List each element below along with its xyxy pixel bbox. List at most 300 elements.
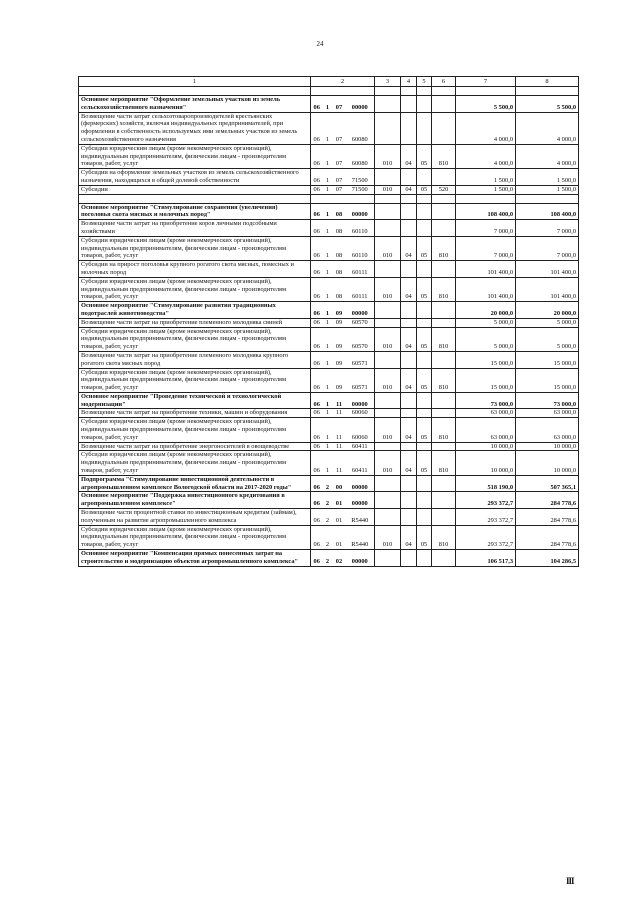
- code-event: 08: [333, 261, 346, 278]
- amount-2018: 1 500,0: [456, 185, 516, 194]
- code-event: 08: [333, 203, 346, 220]
- cell-vr-type: [432, 509, 456, 526]
- cell-vr: 010: [375, 185, 401, 194]
- cell-vr: 010: [375, 368, 401, 392]
- amount-2018: 518 190,0: [456, 475, 516, 492]
- code-subprogram: 2: [323, 550, 333, 567]
- cell-pr: [417, 492, 432, 509]
- amount-2018: 293 372,7: [456, 509, 516, 526]
- cell-rz: [401, 550, 417, 567]
- amount-2018: 10 000,0: [456, 451, 516, 475]
- cell-pr: [417, 96, 432, 113]
- row-description: Возмещение части затрат на приобретение техники, машин и оборудования: [79, 409, 311, 418]
- cell-rz: 04: [401, 451, 417, 475]
- code-subprogram: 1: [323, 418, 333, 442]
- cell-rz: [401, 302, 417, 319]
- cell-vr-type: [432, 302, 456, 319]
- row-description: Возмещение части процентной ставки по инвестиционным кредитам (займам), полученным на развитие агропромышленного комплекса: [79, 509, 311, 526]
- amount-2019: 73 000,0: [516, 392, 579, 409]
- amount-2019: 15 000,0: [516, 368, 579, 392]
- amount-2019: 20 000,0: [516, 302, 579, 319]
- spacer-cell: [323, 194, 333, 203]
- code-subprogram: 1: [323, 203, 333, 220]
- spacer-cell: [323, 87, 333, 96]
- code-program: 06: [311, 442, 323, 451]
- code-direction: 00000: [346, 550, 375, 567]
- code-direction: 60111: [346, 277, 375, 301]
- spacer-cell: [311, 194, 323, 203]
- code-event: 09: [333, 368, 346, 392]
- cell-pr: [417, 169, 432, 186]
- code-subprogram: 1: [323, 96, 333, 113]
- amount-2018: 7 000,0: [456, 236, 516, 260]
- cell-vr-type: 810: [432, 144, 456, 168]
- cell-rz: 04: [401, 185, 417, 194]
- code-event: 07: [333, 144, 346, 168]
- cell-pr: [417, 392, 432, 409]
- code-subprogram: 1: [323, 392, 333, 409]
- amount-2019: 507 365,1: [516, 475, 579, 492]
- code-subprogram: 1: [323, 185, 333, 194]
- amount-2019: 4 000,0: [516, 112, 579, 144]
- amount-2019: 5 500,0: [516, 96, 579, 113]
- row-description: Основное мероприятие "Стимулирование сохранения (увеличения) поголовья скота мясных и молочных пород": [79, 203, 311, 220]
- cell-vr: [375, 550, 401, 567]
- cell-vr: 010: [375, 236, 401, 260]
- cell-vr-type: [432, 112, 456, 144]
- cell-vr: [375, 318, 401, 327]
- spacer-cell: [417, 87, 432, 96]
- code-program: 06: [311, 327, 323, 351]
- row-description: Субсидии юридическим лицам (кроме некоммерческих организаций), индивидуальным предпринимателям, физическим лицам - производителям товаров, работ, услуг: [79, 144, 311, 168]
- cell-vr: [375, 220, 401, 237]
- row-description: Субсидии юридическим лицам (кроме некоммерческих организаций), индивидуальным предпринимателям, физическим лицам - производителям товаров, работ, услуг: [79, 418, 311, 442]
- code-program: 06: [311, 185, 323, 194]
- code-program: 06: [311, 302, 323, 319]
- code-subprogram: 2: [323, 492, 333, 509]
- cell-vr: 010: [375, 144, 401, 168]
- cell-pr: [417, 509, 432, 526]
- table-row: [79, 392, 579, 409]
- cell-rz: [401, 169, 417, 186]
- cell-pr: [417, 203, 432, 220]
- cell-pr: [417, 351, 432, 368]
- code-subprogram: 2: [323, 475, 333, 492]
- cell-pr: [417, 550, 432, 567]
- cell-rz: 04: [401, 277, 417, 301]
- code-program: 06: [311, 392, 323, 409]
- cell-vr: [375, 169, 401, 186]
- cell-rz: [401, 220, 417, 237]
- row-description: Субсидии: [79, 185, 311, 194]
- cell-vr-type: 810: [432, 368, 456, 392]
- cell-pr: [417, 220, 432, 237]
- cell-vr: [375, 442, 401, 451]
- amount-2019: 7 000,0: [516, 236, 579, 260]
- code-event: 09: [333, 318, 346, 327]
- code-subprogram: 1: [323, 327, 333, 351]
- code-event: 01: [333, 492, 346, 509]
- code-direction: 60571: [346, 351, 375, 368]
- table-row: [79, 509, 579, 526]
- cell-vr-type: 810: [432, 236, 456, 260]
- code-event: 11: [333, 418, 346, 442]
- code-subprogram: 1: [323, 318, 333, 327]
- cell-rz: 04: [401, 236, 417, 260]
- header-cell-1: 1: [79, 77, 311, 87]
- code-subprogram: 1: [323, 442, 333, 451]
- table-row: [79, 418, 579, 442]
- cell-vr-type: [432, 96, 456, 113]
- row-description: Возмещение части затрат на приобретение коров личными подсобными хозяйствами: [79, 220, 311, 237]
- code-event: 11: [333, 442, 346, 451]
- cell-vr-type: 810: [432, 418, 456, 442]
- cell-vr-type: 520: [432, 185, 456, 194]
- table-row: [79, 185, 579, 194]
- cell-pr: 05: [417, 185, 432, 194]
- row-description: Основное мероприятие "Проведение технической и технологической модернизации": [79, 392, 311, 409]
- table-row: [79, 451, 579, 475]
- code-program: 06: [311, 112, 323, 144]
- table-row: [79, 327, 579, 351]
- spacer-cell: [516, 87, 579, 96]
- code-subprogram: 1: [323, 351, 333, 368]
- code-subprogram: 1: [323, 302, 333, 319]
- code-event: 01: [333, 509, 346, 526]
- cell-vr: 010: [375, 525, 401, 549]
- code-program: 06: [311, 351, 323, 368]
- cell-vr: [375, 409, 401, 418]
- code-event: 11: [333, 392, 346, 409]
- cell-vr-type: [432, 392, 456, 409]
- spacer-cell: [375, 87, 401, 96]
- code-program: 06: [311, 261, 323, 278]
- table-row: [79, 220, 579, 237]
- amount-2019: 7 000,0: [516, 220, 579, 237]
- amount-2018: 63 000,0: [456, 409, 516, 418]
- spacer-cell: [346, 87, 375, 96]
- spacer-cell: [516, 194, 579, 203]
- cell-rz: [401, 509, 417, 526]
- cell-rz: [401, 442, 417, 451]
- row-description: Подпрограмма "Стимулирование инвестиционной деятельности в агропромышленном комплексе Вологодской области на 2017-2020 годы": [79, 475, 311, 492]
- spacer-cell: [375, 194, 401, 203]
- amount-2019: 101 400,0: [516, 261, 579, 278]
- code-subprogram: 1: [323, 451, 333, 475]
- cell-vr-type: [432, 550, 456, 567]
- code-program: 06: [311, 318, 323, 327]
- amount-2018: 106 517,3: [456, 550, 516, 567]
- cell-vr: [375, 492, 401, 509]
- amount-2018: 5 000,0: [456, 318, 516, 327]
- table-row: [79, 368, 579, 392]
- header-cell-2: 2: [311, 77, 375, 87]
- cell-pr: 05: [417, 525, 432, 549]
- amount-2019: 1 500,0: [516, 169, 579, 186]
- code-direction: 60060: [346, 418, 375, 442]
- cell-vr-type: [432, 442, 456, 451]
- row-description: Субсидии юридическим лицам (кроме некоммерческих организаций), индивидуальным предпринимателям, физическим лицам - производителям товаров, работ, услуг: [79, 451, 311, 475]
- cell-pr: [417, 442, 432, 451]
- cell-pr: [417, 302, 432, 319]
- row-description: Субсидии юридическим лицам (кроме некоммерческих организаций), индивидуальным предпринимателям, физическим лицам - производителям товаров, работ, услуг: [79, 368, 311, 392]
- row-description: Основное мероприятие "Оформление земельных участков из земель сельскохозяйственного назначения": [79, 96, 311, 113]
- table-row: [79, 144, 579, 168]
- table-row: [79, 277, 579, 301]
- cell-rz: [401, 96, 417, 113]
- amount-2019: 10 000,0: [516, 451, 579, 475]
- row-description: Субсидии юридическим лицам (кроме некоммерческих организаций), индивидуальным предпринимателям, физическим лицам - производителям товаров, работ, услуг: [79, 277, 311, 301]
- code-event: 07: [333, 185, 346, 194]
- cell-rz: [401, 203, 417, 220]
- cell-vr: [375, 302, 401, 319]
- code-program: 06: [311, 236, 323, 260]
- amount-2019: 4 000,0: [516, 144, 579, 168]
- table-row: [79, 236, 579, 260]
- cell-vr-type: 810: [432, 525, 456, 549]
- amount-2018: 1 500,0: [456, 169, 516, 186]
- amount-2018: 293 372,7: [456, 525, 516, 549]
- spacer-cell: [311, 87, 323, 96]
- row-description: Субсидии на оформление земельных участков из земель сельскохозяйственного назначения, находящихся в общей долевой собственности: [79, 169, 311, 186]
- budget-table: [78, 76, 579, 567]
- header-cell-4: 4: [401, 77, 417, 87]
- cell-rz: 04: [401, 418, 417, 442]
- cell-rz: [401, 112, 417, 144]
- header-cell-3: 3: [375, 77, 401, 87]
- code-direction: 60411: [346, 451, 375, 475]
- page-number: 24: [316, 40, 324, 48]
- table-row: [79, 442, 579, 451]
- table-row: [79, 475, 579, 492]
- row-description: Основное мероприятие "Стимулирование развития традиционных подотраслей животноводства": [79, 302, 311, 319]
- amount-2019: 10 000,0: [516, 442, 579, 451]
- cell-vr: [375, 96, 401, 113]
- code-subprogram: 1: [323, 409, 333, 418]
- table-row: [79, 302, 579, 319]
- code-subprogram: 1: [323, 144, 333, 168]
- cell-pr: 05: [417, 277, 432, 301]
- code-event: 01: [333, 525, 346, 549]
- cell-pr: 05: [417, 144, 432, 168]
- header-cell-5: 5: [417, 77, 432, 87]
- cell-rz: [401, 318, 417, 327]
- row-description: Субсидии на прирост поголовья крупного рогатого скота мясных, помесных и молочных пород: [79, 261, 311, 278]
- cell-vr: 010: [375, 327, 401, 351]
- amount-2019: 5 000,0: [516, 327, 579, 351]
- cell-vr: 010: [375, 277, 401, 301]
- row-description: Субсидии юридическим лицам (кроме некоммерческих организаций), индивидуальным предпринимателям, физическим лицам - производителям товаров, работ, услуг: [79, 327, 311, 351]
- code-event: 08: [333, 277, 346, 301]
- code-event: 02: [333, 550, 346, 567]
- code-direction: 71500: [346, 169, 375, 186]
- code-subprogram: 1: [323, 169, 333, 186]
- code-program: 06: [311, 509, 323, 526]
- cell-rz: [401, 392, 417, 409]
- cell-vr-type: [432, 261, 456, 278]
- table-row: [79, 261, 579, 278]
- amount-2018: 5 500,0: [456, 96, 516, 113]
- cell-vr: [375, 261, 401, 278]
- code-program: 06: [311, 144, 323, 168]
- cell-vr: 010: [375, 451, 401, 475]
- cell-vr-type: [432, 409, 456, 418]
- code-event: 08: [333, 220, 346, 237]
- amount-2019: 1 500,0: [516, 185, 579, 194]
- spacer-cell: [401, 194, 417, 203]
- table-row: [79, 525, 579, 549]
- code-program: 06: [311, 525, 323, 549]
- cell-rz: [401, 261, 417, 278]
- cell-vr: [375, 351, 401, 368]
- code-direction: 00000: [346, 392, 375, 409]
- code-direction: 60080: [346, 144, 375, 168]
- row-description: Возмещение части затрат на приобретение племенного молодняка крупного рогатого скота мясных пород: [79, 351, 311, 368]
- amount-2019: 63 000,0: [516, 409, 579, 418]
- code-event: 00: [333, 475, 346, 492]
- code-direction: 60080: [346, 112, 375, 144]
- row-description: Субсидии юридическим лицам (кроме некоммерческих организаций), индивидуальным предпринимателям, физическим лицам - производителям товаров, работ, услуг: [79, 525, 311, 549]
- amount-2018: 10 000,0: [456, 442, 516, 451]
- code-subprogram: 1: [323, 277, 333, 301]
- code-subprogram: 1: [323, 220, 333, 237]
- code-program: 06: [311, 277, 323, 301]
- code-subprogram: 2: [323, 509, 333, 526]
- row-description: Основное мероприятие "Компенсация прямых понесенных затрат на строительство и модернизацию объектов агропромышленного комплекса": [79, 550, 311, 567]
- amount-2019: 284 778,6: [516, 509, 579, 526]
- header-cell-8: 8: [516, 77, 579, 87]
- table-row: [79, 409, 579, 418]
- amount-2018: 108 400,0: [456, 203, 516, 220]
- spacer-row: [79, 194, 579, 203]
- row-description: Возмещение части затрат на приобретение энергоносителей в овощеводстве: [79, 442, 311, 451]
- code-direction: R5440: [346, 509, 375, 526]
- spacer-cell: [456, 194, 516, 203]
- amount-2019: 284 778,6: [516, 525, 579, 549]
- code-direction: 60411: [346, 442, 375, 451]
- code-direction: 00000: [346, 492, 375, 509]
- cell-rz: [401, 492, 417, 509]
- code-program: 06: [311, 475, 323, 492]
- code-program: 06: [311, 368, 323, 392]
- corner-mark: III: [566, 876, 574, 886]
- cell-vr: 010: [375, 418, 401, 442]
- cell-pr: 05: [417, 451, 432, 475]
- code-direction: 60570: [346, 327, 375, 351]
- code-direction: 60570: [346, 318, 375, 327]
- code-event: 07: [333, 169, 346, 186]
- cell-pr: 05: [417, 368, 432, 392]
- code-program: 06: [311, 169, 323, 186]
- cell-vr-type: 810: [432, 327, 456, 351]
- amount-2019: 104 286,5: [516, 550, 579, 567]
- table-row: [79, 112, 579, 144]
- code-event: 08: [333, 236, 346, 260]
- code-direction: 00000: [346, 302, 375, 319]
- cell-vr-type: 810: [432, 451, 456, 475]
- code-event: 09: [333, 302, 346, 319]
- amount-2018: 7 000,0: [456, 220, 516, 237]
- amount-2019: 108 400,0: [516, 203, 579, 220]
- table-row: [79, 351, 579, 368]
- cell-vr: [375, 475, 401, 492]
- amount-2018: 4 000,0: [456, 144, 516, 168]
- spacer-row: [79, 87, 579, 96]
- code-direction: R5440: [346, 525, 375, 549]
- cell-pr: 05: [417, 327, 432, 351]
- code-program: 06: [311, 451, 323, 475]
- cell-vr-type: [432, 475, 456, 492]
- amount-2018: 5 000,0: [456, 327, 516, 351]
- header-row: [79, 77, 579, 87]
- amount-2018: 15 000,0: [456, 368, 516, 392]
- amount-2018: 101 400,0: [456, 277, 516, 301]
- cell-vr: [375, 392, 401, 409]
- code-program: 06: [311, 96, 323, 113]
- amount-2018: 4 000,0: [456, 112, 516, 144]
- cell-pr: [417, 112, 432, 144]
- table-row: [79, 169, 579, 186]
- cell-rz: 04: [401, 368, 417, 392]
- cell-vr: [375, 112, 401, 144]
- code-event: 07: [333, 112, 346, 144]
- table-row: [79, 492, 579, 509]
- code-program: 06: [311, 409, 323, 418]
- cell-vr: [375, 203, 401, 220]
- amount-2018: 63 000,0: [456, 418, 516, 442]
- code-event: 09: [333, 327, 346, 351]
- spacer-cell: [79, 87, 311, 96]
- amount-2018: 20 000,0: [456, 302, 516, 319]
- amount-2018: 101 400,0: [456, 261, 516, 278]
- code-event: 11: [333, 409, 346, 418]
- cell-rz: [401, 475, 417, 492]
- code-program: 06: [311, 492, 323, 509]
- cell-rz: 04: [401, 144, 417, 168]
- code-subprogram: 1: [323, 261, 333, 278]
- row-description: Основное мероприятие "Поддержка инвестиционного кредитования в агропромышленном комплексе": [79, 492, 311, 509]
- code-event: 09: [333, 351, 346, 368]
- cell-vr-type: 810: [432, 277, 456, 301]
- cell-pr: [417, 318, 432, 327]
- row-description: Возмещение части затрат сельхозтоваропроизводителей крестьянских (фермерских) хозяйств, включая индивидуальных предпринимателей, при оформлении в собственность используемых ими земельных участков из земель сельскохозяйственного назначения: [79, 112, 311, 144]
- amount-2019: 63 000,0: [516, 418, 579, 442]
- amount-2018: 15 000,0: [456, 351, 516, 368]
- code-event: 07: [333, 96, 346, 113]
- amount-2018: 73 000,0: [456, 392, 516, 409]
- spacer-cell: [333, 194, 346, 203]
- code-direction: 60110: [346, 236, 375, 260]
- cell-vr-type: [432, 203, 456, 220]
- spacer-cell: [432, 194, 456, 203]
- code-direction: 60060: [346, 409, 375, 418]
- cell-vr-type: [432, 169, 456, 186]
- cell-pr: 05: [417, 418, 432, 442]
- cell-rz: [401, 409, 417, 418]
- cell-rz: [401, 351, 417, 368]
- amount-2019: 5 000,0: [516, 318, 579, 327]
- spacer-cell: [401, 87, 417, 96]
- spacer-cell: [346, 194, 375, 203]
- cell-rz: 04: [401, 327, 417, 351]
- code-subprogram: 1: [323, 236, 333, 260]
- amount-2018: 293 372,7: [456, 492, 516, 509]
- row-description: Возмещение части затрат на приобретение племенного молодняка свиней: [79, 318, 311, 327]
- table-row: [79, 318, 579, 327]
- cell-vr-type: [432, 351, 456, 368]
- code-direction: 71500: [346, 185, 375, 194]
- spacer-cell: [432, 87, 456, 96]
